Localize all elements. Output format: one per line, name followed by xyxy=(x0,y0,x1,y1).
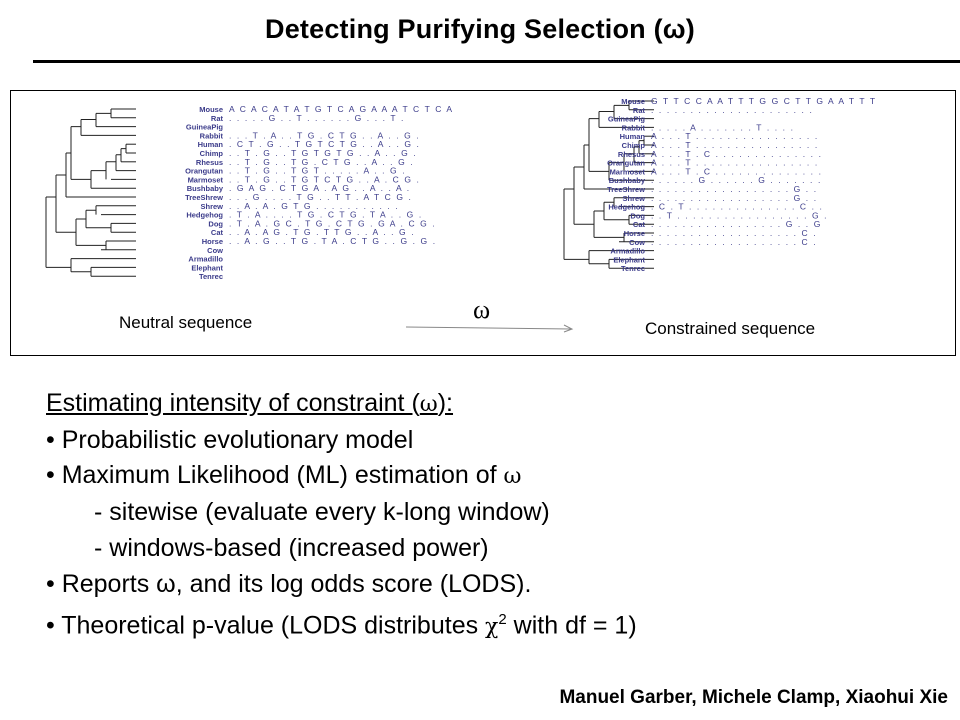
constrained-sequence-row: G T T C C A A T T T G G C T T G A A T T T xyxy=(651,96,877,106)
constrained-sequence-row: . C . T . . . . . . . . . . . . . . C . . xyxy=(651,201,824,212)
heading-close: ): xyxy=(437,389,454,417)
constrained-species-label: Tenrec xyxy=(620,264,645,274)
section-heading xyxy=(46,386,637,423)
neutral-tree-branch xyxy=(121,144,126,162)
neutral-tree-branch xyxy=(106,162,116,180)
neutral-sequence-row: . G A G . C T G A . A G . . A . . A . xyxy=(229,183,411,194)
constrained-sequence-row: . . . . . . . . . . . . . . . . . . G . . xyxy=(651,184,818,194)
constrained-species-label: Marmoset xyxy=(609,167,645,177)
chi-superscript: 2 xyxy=(498,611,507,629)
constrained-species-label: Rhesus xyxy=(617,149,645,159)
constrained-sequence-row: . . . . . . . . . . . . . . . . . G . . G xyxy=(651,219,822,230)
neutral-sequence-row: . . A . A . G T G . . . . . . . . . . . xyxy=(229,200,400,211)
bullet-pvalue xyxy=(46,602,637,645)
neutral-sequence-row: . C T . G . . T G T C T G . . A . . G . xyxy=(229,139,421,150)
sub-bullet-windows: - windows-based (increased power) xyxy=(94,533,489,562)
bullet-pvalue-suffix: with df = 1) xyxy=(506,611,637,640)
neutral-sequence-row: . . . G . . . . T G . . T T . A T C G . xyxy=(229,192,413,202)
constrained-species-label: Elephant xyxy=(613,255,645,265)
neutral-species-label: Rhesus xyxy=(195,157,223,167)
neutral-species-label: Marmoset xyxy=(187,175,223,185)
constrained-sequence-row: A . . . T . . . . . . . . . . . . . . . . xyxy=(651,131,819,142)
constrained-sequence-row: . . . . . A . . . . . . . T . . . . xyxy=(651,122,795,133)
neutral-species-label: Shrew xyxy=(200,201,223,211)
neutral-species-label: Orangutan xyxy=(185,166,223,176)
omega-arrow-line xyxy=(406,327,571,329)
bullet-ml-omega: ω xyxy=(503,464,522,490)
constrained-species-label: GuineaPig xyxy=(607,114,645,124)
constrained-species-label: Rabbit xyxy=(621,123,645,133)
constrained-sequence-row: A . . . T . C . . . . . . . . . . . . . . xyxy=(651,148,823,159)
constrained-sequence-row: A . . . T . . . . . . . . . . . . . . . . xyxy=(651,140,819,150)
constrained-tree-branch xyxy=(589,251,609,269)
neutral-tree-branch xyxy=(116,155,121,171)
constrained-species-label: Chimp xyxy=(621,141,645,150)
constrained-species-label: Human xyxy=(619,132,645,142)
neutral-tree-branch xyxy=(86,206,111,232)
heading-text: Estimating intensity of constraint ( xyxy=(46,389,420,417)
neutral-species-label: Elephant xyxy=(191,263,223,273)
neutral-species-label: GuineaPig xyxy=(185,122,223,132)
neutral-species-label: Mouse xyxy=(199,105,223,114)
neutral-species-label: TreeShrew xyxy=(185,193,223,202)
bullet-reports: • Reports ω, and its log odds score (LODS). xyxy=(46,569,532,598)
constrained-species-label: Horse xyxy=(623,229,645,238)
neutral-sequence-row: . . . T . A . . T G . C T G . . A . . G . xyxy=(229,130,421,141)
constrained-sequence-row: . . T . . . . . . . . . . . . . . . . . G . xyxy=(651,210,829,221)
constrained-sequence-caption: Constrained sequence xyxy=(645,319,816,338)
bullet-ml-estimation xyxy=(46,458,637,495)
constrained-species-label: Cat xyxy=(632,220,645,230)
constrained-species-label: Orangutan xyxy=(607,158,645,168)
neutral-sequence-row: . T . A . . . . T G . C T G . T A . . G . xyxy=(229,209,423,220)
bullet-pvalue-text: • Theoretical p-value (LODS distributes xyxy=(46,611,486,640)
constrained-species-label: Cow xyxy=(629,237,645,247)
neutral-tree-branch xyxy=(96,113,111,126)
constrained-sequence-row: . . . . . . . . . . . . . . . . . . . C . xyxy=(651,236,818,247)
bullet-ml-text: • Maximum Likelihood (ML) estimation of xyxy=(46,461,504,490)
neutral-species-label: Human xyxy=(197,140,223,150)
title-divider xyxy=(33,60,960,63)
sub-bullet-sitewise: - sitewise (evaluate every k-long window) xyxy=(94,498,550,527)
neutral-sequence-caption: Neutral sequence xyxy=(119,313,253,332)
neutral-tree-branch xyxy=(81,120,101,136)
neutral-species-label: Hedgehog xyxy=(186,210,223,220)
chi-symbol: χ xyxy=(485,614,499,640)
constrained-species-label: Hedgehog xyxy=(608,202,645,212)
constrained-species-label: TreeShrew xyxy=(607,185,645,194)
neutral-sequence-row: . . T . G . . T G T . . . . . A . . G . xyxy=(229,165,407,176)
constrained-sequence-row: . . . . . . . . . . . . . . . . . . . C . xyxy=(651,228,818,238)
neutral-sequence-row: . . A . A G . T G . T T G . . A . . G . xyxy=(229,227,416,238)
constrained-sequence-row: A . . . T . C . . . . . . . . . . . . . . xyxy=(651,166,823,177)
neutral-species-label: Cow xyxy=(207,245,223,255)
neutral-species-label: Tenrec xyxy=(198,272,223,282)
neutral-species-label: Rabbit xyxy=(199,131,223,141)
neutral-sequence-row: . . A . G . . T G . T A . C T G . . G . G . xyxy=(229,236,437,246)
neutral-sequence-row: . . . . . G . . T . . . . . . G . . . T . xyxy=(229,112,405,123)
constrained-species-label: Dog xyxy=(630,211,645,221)
neutral-tree-branch xyxy=(71,259,91,277)
constrained-sequence-row: . . . . . . . . . . . . . . . . . . . . . xyxy=(651,104,814,115)
neutral-sequence-row: . T . A . G C . T G . C T G . G A . C G . xyxy=(229,218,437,229)
neutral-species-label: Bushbaby xyxy=(186,184,223,194)
neutral-sequence-row: . . T . G . . T G T G T G . . A . . G . xyxy=(229,148,418,158)
constrained-species-label: Shrew xyxy=(622,193,645,203)
authors-footer: Manuel Garber, Michele Clamp, Xiaohui Xie xyxy=(559,687,948,708)
neutral-sequence-row: . . T . G . . T G . C T G . . A . . G . xyxy=(229,156,415,167)
heading-omega: ω xyxy=(419,392,438,417)
neutral-tree-branch xyxy=(91,171,106,189)
neutral-sequence-row: A C A C A T A T G T C A G A A A T C T C A xyxy=(229,104,454,114)
slide-body xyxy=(46,386,637,645)
constrained-tree-branch xyxy=(594,211,624,242)
constrained-sequence-row: A . . . T . . . . . . . . . . . . . . . . xyxy=(651,157,819,168)
neutral-species-label: Dog xyxy=(208,219,223,229)
constrained-species-label: Mouse xyxy=(621,97,645,106)
neutral-species-label: Rat xyxy=(210,113,223,123)
slide-title: Detecting Purifying Selection (ω) xyxy=(265,14,695,44)
constrained-species-label: Armadillo xyxy=(610,246,645,256)
neutral-tree-branch xyxy=(76,219,106,250)
constrained-species-label: Bushbaby xyxy=(608,176,645,186)
bullet-probabilistic-model: • Probabilistic evolutionary model xyxy=(46,425,414,454)
neutral-species-label: Horse xyxy=(201,237,223,246)
neutral-species-label: Armadillo xyxy=(188,254,223,264)
neutral-species-label: Chimp xyxy=(199,149,223,158)
constrained-species-label: Rat xyxy=(632,105,645,115)
neutral-species-label: Cat xyxy=(210,228,223,238)
constrained-sequence-row: . . . . . . G . . . . . . G . . . . . . . xyxy=(651,175,822,186)
constrained-sequence-row: . . . . . . . . . . . . . . . . . . G . . xyxy=(651,192,818,203)
omega-arrow-label: ω xyxy=(473,295,491,324)
alignment-figure xyxy=(10,90,956,356)
neutral-sequence-row: . . T . G . . T G T C T G . . A . C G . xyxy=(229,174,421,185)
